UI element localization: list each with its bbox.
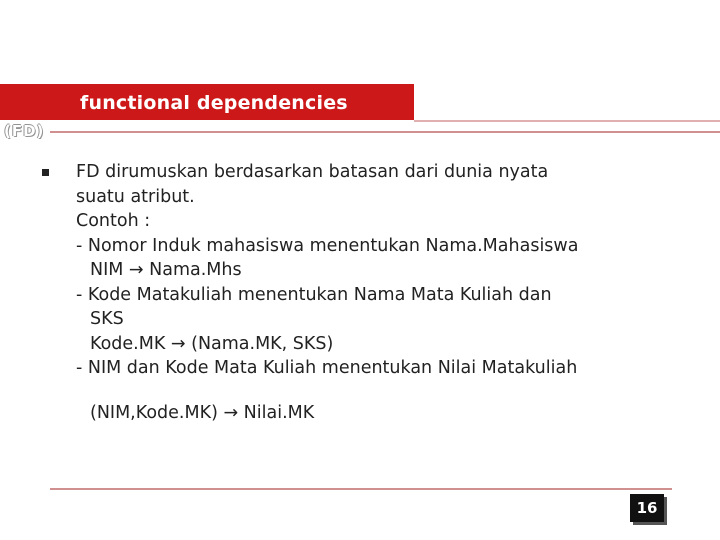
slide-content — [40, 160, 700, 425]
square-bullet-icon — [42, 169, 49, 176]
text-line: suatu atribut. — [76, 186, 195, 207]
text-line: - Nomor Induk mahasiswa menentukan Nama.Mahasiswa — [76, 235, 579, 256]
bottom-divider — [50, 488, 672, 490]
text-line: SKS — [90, 309, 124, 329]
top-divider — [414, 120, 720, 122]
text-line: Contoh : — [76, 211, 151, 231]
text-line: - NIM dan Kode Mata Kuliah menentukan Nilai Matakuliah — [76, 358, 578, 378]
top-divider-secondary — [50, 131, 720, 133]
page-number: 16 — [630, 494, 664, 522]
text-line: - Kode Matakuliah menentukan Nama Mata Kuliah dan — [76, 284, 552, 305]
text-line: (NIM,Kode.MK) → Nilai.MK — [90, 402, 315, 423]
text-line: FD dirumuskan berdasarkan batasan dari dunia nyata — [76, 162, 549, 182]
text-line: NIM → Nama.Mhs — [90, 260, 242, 280]
text-line: Kode.MK → (Nama.MK, SKS) — [90, 333, 334, 354]
title-underlay — [0, 120, 414, 130]
bullet-item — [40, 160, 700, 425]
fd-badge: (FD) — [4, 122, 45, 140]
slide-title: functional dependencies — [80, 92, 348, 114]
line-gap — [76, 381, 700, 401]
